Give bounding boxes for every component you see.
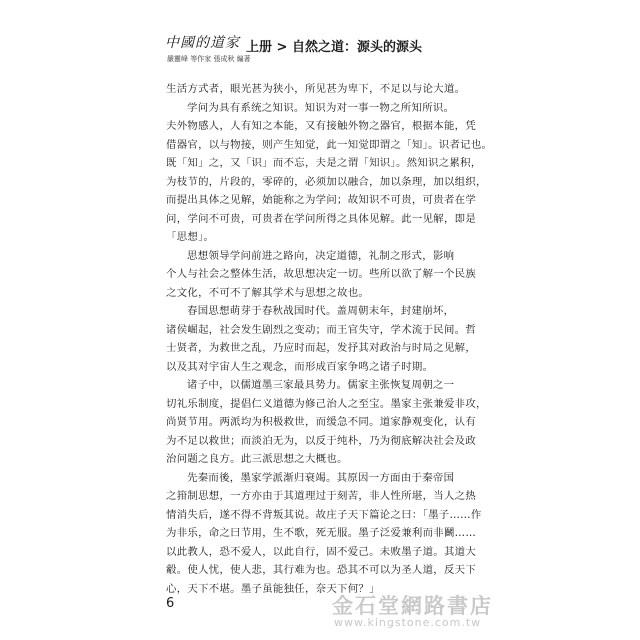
text-line: 治问题之良方。此三派思想之大概也。 — [166, 453, 348, 465]
text-line: 以此教人，恐不爱人，以此自行，固不爱己。未败墨子道。其道大 — [166, 545, 477, 558]
watermark-store-name: 金石堂網路書店 — [332, 593, 493, 618]
text-line: 先秦而後，墨家学派渐归衰竭。其原因一方面由于秦帝国 — [187, 471, 455, 484]
text-line: 为枝节的，片段的，零碎的，必须加以融合，加以条理，加以组织， — [166, 175, 487, 188]
text-line: 个人与社会之整体生活，故思想决定一切。些所以欲了解一个民族 — [166, 268, 477, 280]
text-line: 诸侯崛起，社会发生剧烈之变动；而王官失守，学术流于民间。哲 — [166, 323, 477, 336]
chapter-breadcrumb: 上册 > 自然之道：源头的源头 — [246, 40, 422, 55]
text-line: 「思想」。 — [166, 231, 215, 243]
text-line: 借器官，以与物接，则产生知觉，此一知觉即谓之「知」。识者记也。 — [166, 138, 493, 151]
text-line: 以及其对宇宙人生之观念，而形成百家争鸣之诸子时期。 — [166, 360, 434, 373]
text-line: 问，学问不可贵，可贵者在学问所得之具体见解。此一见解，即是 — [166, 212, 477, 225]
text-line: 尚贤节用。两派均为积极救世，而缓急不同。道家静观变化，认有 — [166, 416, 477, 428]
text-line: 情消失后，遂不得不背叛其说。故庄子天下篇论之曰：「墨子……作 — [166, 508, 482, 521]
text-line: 觳。使人忧，使人悲，其行难为也。恐其不可以为圣人道，反天下 — [166, 564, 477, 576]
page-header — [163, 32, 483, 72]
series-logo-subtitle: 嚴靈峰 等作家 張成秋 編著 — [167, 55, 251, 63]
text-line: 诸子中，以儒道墨三家最具势力。儒家主张恢复周朝之一 — [187, 379, 455, 391]
text-line: 春国思想萌芽于春秋战国时代。盖周朝末年，封建崩坏， — [187, 305, 455, 317]
text-line: 切礼乐制度，提倡仁义道德为修己治人之至宝。墨家主张兼爱非攻， — [166, 397, 487, 410]
text-line: 思想领导学问前进之路向，决定道德，礼制之形式，影响 — [187, 249, 455, 262]
watermark-url: www.kingstone.com.tw — [334, 616, 482, 629]
text-line: 心，天下不堪。墨子虽能独任，奈天下何？」 — [166, 582, 380, 595]
text-line: 士贤者，为救世之乱，乃应时而起，发抒其对政治与时局之见解， — [166, 342, 477, 354]
text-line: 生活方式者，眼光甚为狭小，所见甚为卑下，不足以与论大道。 — [166, 83, 466, 95]
text-line: 夫外物感人，人有知之本能，又有接触外物之器官，根据本能，凭 — [166, 120, 477, 132]
body-text — [166, 80, 493, 598]
text-line: 为非乐，命之曰节用，生不歌，死无服。墨子泛爱兼利而非鬭…… — [166, 527, 477, 539]
text-line: 学问为具有系统之知识。知识为对一事一物之所知所识。 — [187, 101, 455, 114]
series-logo — [163, 32, 251, 72]
page-number: 6 — [166, 596, 175, 611]
text-line: 之文化，不可不了解其学术与思想之故也。 — [166, 286, 370, 299]
text-line: 而提出具体之见解，始能称之为学问；故知识不可贵，可贵者在学 — [166, 194, 477, 206]
series-logo-title: 中國的道家 — [165, 35, 240, 51]
text-line: 为不足以救世；而淡泊无为，以反于纯朴，乃为彻底解决社会及政 — [166, 434, 477, 447]
text-line: 既「知」之，又「识」而不忘，夫是之谓「知识」。然知识之累积， — [166, 157, 482, 169]
text-line: 之箝制思想，一方亦由于其道理过于刻苦，非人性所堪，当人之热 — [166, 490, 477, 502]
